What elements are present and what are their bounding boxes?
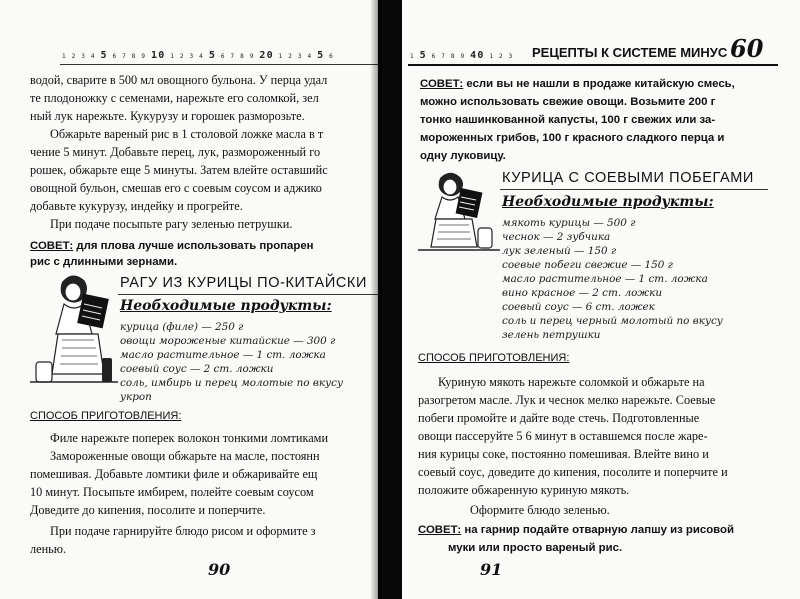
right-tip-line: тонко нашинкованной капусты, 100 г свежих или за- [420, 114, 716, 126]
right-tip2-line: СОВЕТ: на гарнир подайте отварную лапшу из рисовой [418, 524, 734, 536]
right-method-line: положите обжаренную куриную мякоть. [418, 483, 630, 497]
right-page-number: 91 [480, 560, 503, 579]
right-method-line: Куриную мякоть нарежьте соломкой и обжарьте на [438, 375, 705, 389]
left-method-line: Филе нарежьте поперек волокон тонкими ломтиками [50, 431, 329, 445]
right-page [402, 0, 800, 599]
left-tip-label: СОВЕТ: [30, 240, 74, 252]
right-ingredient: чеснок — 2 зубчика [502, 231, 611, 243]
left-para3: При подаче посыпьте рагу зеленью петрушки. [50, 217, 293, 231]
right-tip-label: СОВЕТ: [420, 78, 464, 90]
left-para2-line: добавьте кукурузу, индейку и прогрейте. [30, 199, 243, 213]
right-tip-line: можно использовать свежие овощи. Возьмите 200 г [420, 96, 716, 108]
right-ingredient: соевые побеги свежие — 150 г [502, 259, 673, 271]
left-recipe-title: РАГУ ИЗ КУРИЦЫ ПО-КИТАЙСКИ [120, 275, 367, 291]
left-tip-line: СОВЕТ: для плова лучше использовать пропарен [30, 240, 314, 252]
left-ingredient: соль, имбирь и перец молотые по вкусу [120, 377, 343, 389]
right-decorate-line: Оформите блюдо зеленью. [470, 503, 610, 517]
right-method-title: СПОСОБ ПРИГОТОВЛЕНИЯ: [418, 352, 570, 364]
right-ruler: 1 5 6 7 8 9 40 1 2 3 [410, 50, 514, 61]
right-ingredient: соевый соус — 6 ст. ложек [502, 301, 655, 313]
left-para2-line: Обжарьте вареный рис в 1 столовой ложке масла в т [50, 127, 324, 141]
right-tip2-label: СОВЕТ: [418, 524, 462, 536]
left-method-line: Доведите до кипения, посолите и поперчите. [30, 503, 266, 517]
left-para2-line: чение 5 минут. Добавьте перец, лук, размороженный го [30, 145, 321, 159]
left-title-rule [118, 294, 378, 295]
right-tip-line: мороженных грибов, 100 г красного сладкого перца и [420, 132, 725, 144]
left-ruler: 1 2 3 4 5 6 7 8 9 10 1 2 3 4 5 6 7 8 9 20 1 2 3 4 5 6 [62, 50, 334, 61]
right-method-line: овощи пассеруйте 5 6 минут в оставшемся после жаре- [418, 429, 708, 443]
right-ingredient: масло растительное — 1 ст. ложка [502, 273, 708, 285]
left-intro-line: водой, сварите в 500 мл овощного бульона. У перца удал [30, 73, 328, 87]
left-header-rule [60, 64, 378, 65]
left-intro-line: те плодоножку с семенами, нарежьте его соломкой, зел [30, 91, 319, 105]
right-method-line: разогретом масле. Лук и чеснок мелко нарежьте. Соевые [418, 393, 716, 407]
left-para2-line: рошек, обжарьте еще 5 минуты. Затем влейте оставшийс [30, 163, 328, 177]
housewife-illustration [416, 170, 502, 256]
right-ingredient: вино красное — 2 ст. ложки [502, 287, 663, 299]
left-ingredient: овощи мороженые китайские — 300 г [120, 335, 336, 347]
left-para2-line: овощной бульон, смешав его с соевым соусом и аджико [30, 181, 322, 195]
right-ingredient: мякоть курицы — 500 г [502, 217, 636, 229]
right-title-rule [500, 189, 768, 190]
right-method-line: ния курицы соке, постоянно помешивая. Влейте вино и [418, 447, 709, 461]
running-head: РЕЦЕПТЫ К СИСТЕМЕ МИНУС [532, 45, 728, 60]
right-tip-line: одну луковицу. [420, 150, 506, 162]
left-tip-line: рис с длинными зернами. [30, 256, 178, 268]
chapter-number: 60 [730, 34, 764, 63]
left-method-line: помешивая. Добавьте ломтики филе и обжаривайте ещ [30, 467, 318, 481]
left-ingredient: курица (филе) — 250 г [120, 321, 244, 333]
right-method-line: побеги промойте и дайте воде стечь. Подготовленные [418, 411, 700, 425]
left-method-line: Замороженные овощи обжарьте на масле, постоянн [50, 449, 320, 463]
housewife-illustration [28, 270, 120, 390]
left-final-line: ленью. [30, 542, 67, 556]
right-ingredient: соль и перец черный молотый по вкусу [502, 315, 723, 327]
right-header-rule [408, 64, 778, 66]
left-final-line: При подаче гарнируйте блюдо рисом и оформите з [50, 524, 316, 538]
right-tip-line: СОВЕТ: если вы не нашли в продаже китайскую смесь, [420, 78, 735, 90]
left-ingredient: масло растительное — 1 ст. ложка [120, 349, 326, 361]
left-method-title: СПОСОБ ПРИГОТОВЛЕНИЯ: [30, 410, 182, 422]
right-tip2-line: муки или просто вареный рис. [448, 542, 623, 554]
right-ingredient: лук зеленый — 150 г [502, 245, 617, 257]
right-method-line: соевый соус, доведите до кипения, посолите и поперчите и [418, 465, 728, 479]
right-ingredient: зелень петрушки [502, 329, 601, 341]
right-ingredients-title: Необходимые продукты: [502, 194, 714, 210]
left-method-line: 10 минут. Посыпьте имбирем, полейте соевым соусом [30, 485, 314, 499]
left-intro-line: ный лук нарежьте. Кукурузу и горошек разморозьте. [30, 109, 305, 123]
gutter-shadow [370, 0, 382, 599]
left-ingredients-title: Необходимые продукты: [120, 298, 332, 314]
left-ingredient: соевый соус — 2 ст. ложки [120, 363, 274, 375]
left-page [0, 0, 378, 599]
right-recipe-title: КУРИЦА С СОЕВЫМИ ПОБЕГАМИ [502, 170, 754, 186]
left-page-number: 90 [208, 560, 231, 579]
left-ingredient: укроп [120, 391, 152, 403]
